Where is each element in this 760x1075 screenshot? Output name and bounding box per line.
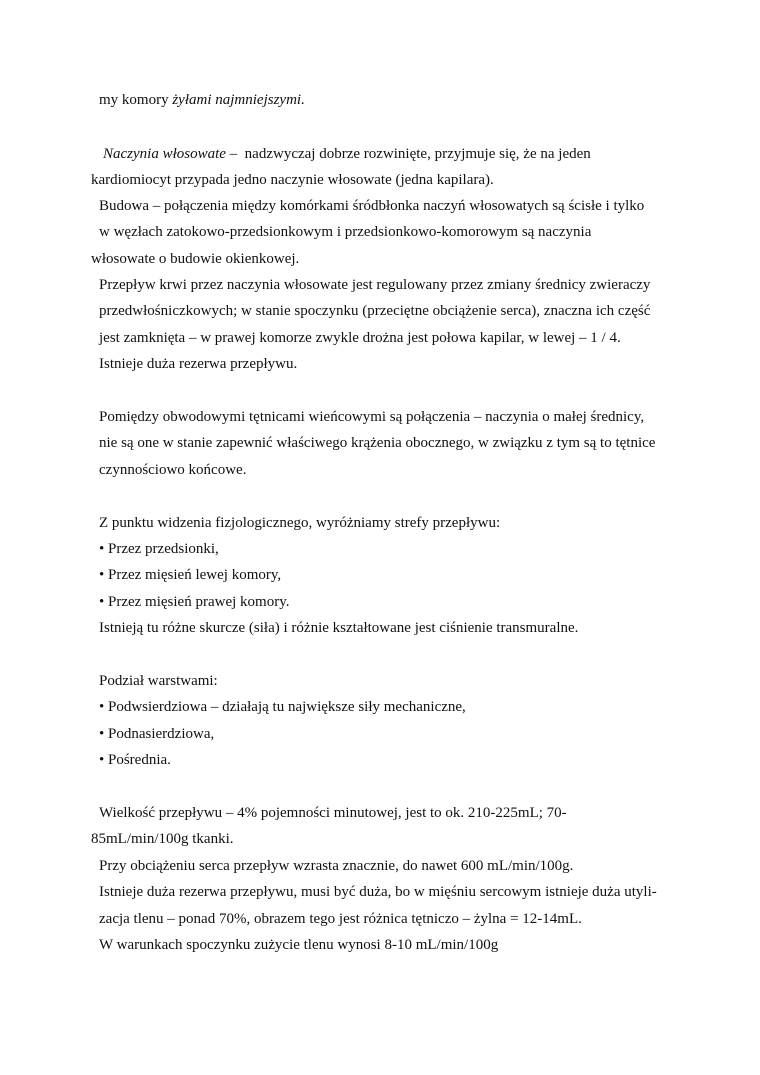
anastomoses-line-2: nie są one w stanie zapewnić właściwego krążenia obocznego, w związku z tym są to tętnice	[99, 435, 656, 451]
structure-line-3: włosowate o budowie okienkowej.	[91, 251, 300, 267]
zones-list-item: • Przez przedsionki,	[99, 541, 219, 557]
anastomoses-line-1: Pomiędzy obwodowymi tętnicami wieńcowymi są połączenia – naczynia o małej średnicy,	[99, 409, 645, 425]
flow-size-line-1: Wielkość przepływu – 4% pojemności minutowej, jest to ok. 210-225mL; 70-	[99, 805, 567, 821]
intro-italic-term: żyłami najmniejszymi.	[172, 92, 305, 108]
capillaries-term: Naczynia włosowate –	[103, 146, 238, 162]
structure-line-2: w węzłach zatokowo-przedsionkowym i przedsionkowo-komorowym są naczynia	[99, 224, 592, 240]
intro-lead: my komory	[99, 92, 173, 108]
flow-size-line-6: W warunkach spoczynku zużycie tlenu wynosi 8-10 mL/min/100g	[99, 937, 499, 953]
intro-line	[99, 91, 305, 109]
layers-list-item: • Podnasierdziowa,	[99, 726, 215, 742]
structure-line-1: Budowa – połączenia między komórkami śródbłonka naczyń włosowatych są ścisłe i tylko	[99, 198, 645, 214]
anastomoses-line-3: czynnościowo końcowe.	[99, 462, 247, 478]
capillaries-line-1	[103, 145, 591, 163]
flow-regulation-line-1: Przepływ krwi przez naczynia włosowate jest regulowany przez zmiany średnicy zwieraczy	[99, 277, 651, 293]
flow-regulation-line-3: jest zamknięta – w prawej komorze zwykle drożna jest połowa kapilar, w lewej – 1 / 4.	[99, 330, 621, 346]
zones-list-item: • Przez mięsień prawej komory.	[99, 594, 290, 610]
layers-intro: Podział warstwami:	[99, 673, 218, 689]
flow-regulation-line-4: Istnieje duża rezerwa przepływu.	[99, 356, 298, 372]
zones-list-item: • Przez mięsień lewej komory,	[99, 567, 282, 583]
flow-size-line-3: Przy obciążeniu serca przepływ wzrasta znacznie, do nawet 600 mL/min/100g.	[99, 858, 574, 874]
zones-intro: Z punktu widzenia fizjologicznego, wyróżniamy strefy przepływu:	[99, 515, 501, 531]
flow-size-line-2: 85mL/min/100g tkanki.	[91, 831, 234, 847]
layers-list-item: • Pośrednia.	[99, 752, 171, 768]
layers-list-item: • Podwsierdziowa – działają tu największe siły mechaniczne,	[99, 699, 466, 715]
zones-outro: Istnieją tu różne skurcze (siła) i różnie kształtowane jest ciśnienie transmuralne.	[99, 620, 579, 636]
capillaries-line-2: kardiomiocyt przypada jedno naczynie włosowate (jedna kapilara).	[91, 172, 494, 188]
flow-size-line-4: Istnieje duża rezerwa przepływu, musi być duża, bo w mięśniu sercowym istnieje duża utyli-	[99, 884, 657, 900]
flow-size-line-5: zacja tlenu – ponad 70%, obrazem tego jest różnica tętniczo – żylna = 12-14mL.	[99, 911, 582, 927]
flow-regulation-line-2: przedwłośniczkowych; w stanie spoczynku (przeciętne obciążenie serca), znaczna ich część	[99, 303, 651, 319]
capillaries-line-1-text: nadzwyczaj dobrze rozwinięte, przyjmuje się, że na jeden	[244, 146, 591, 162]
